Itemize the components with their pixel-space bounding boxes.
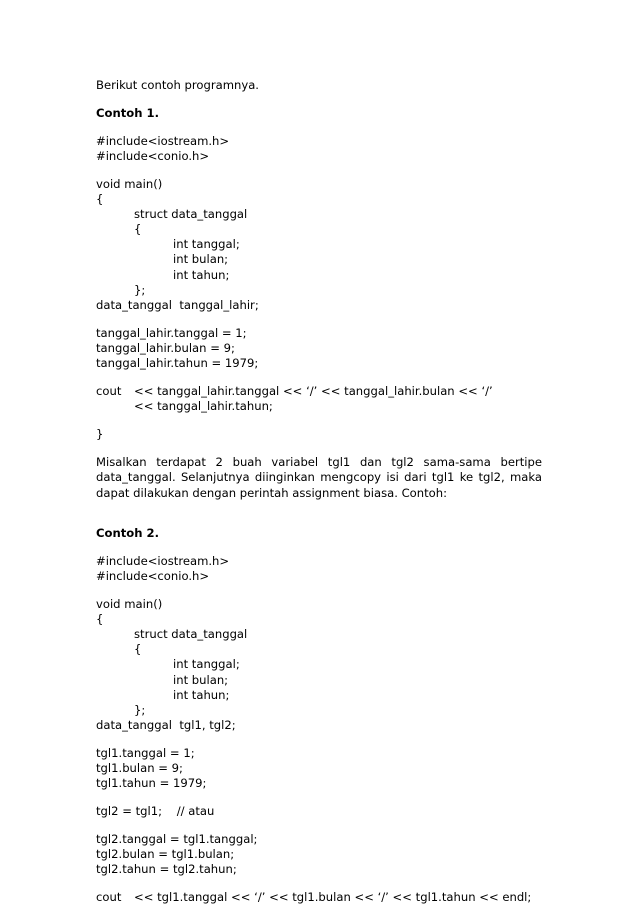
- code-line: tgl1.tanggal = 1;: [96, 745, 195, 760]
- explanation-paragraph: Misalkan terdapat 2 buah variabel tgl1 dan tgl2 sama-sama bertipe data_tanggal. Selanjutnya diinginkan mengcopy isi dari tgl1 ke tgl2, maka dapat dilakukan dengan perintah assignment biasa. Contoh:: [96, 454, 542, 500]
- intro-text: Berikut contoh programnya.: [96, 78, 259, 92]
- code-line: void main(): [96, 596, 163, 611]
- code-line: [96, 384, 546, 399]
- code-line: void main(): [96, 176, 163, 191]
- code-line: }: [96, 426, 104, 441]
- code-line: int tahun;: [173, 267, 230, 282]
- code-line: tgl2.bulan = tgl1.bulan;: [96, 847, 235, 862]
- code-line: int tanggal;: [173, 237, 240, 252]
- code-line: data_tanggal tgl1, tgl2;: [96, 718, 236, 733]
- code-line: data_tanggal tanggal_lahir;: [96, 298, 259, 313]
- code-line: {: [96, 611, 104, 626]
- cout-keyword: cout: [96, 890, 122, 905]
- code-line: int tanggal;: [173, 657, 240, 672]
- code-line: {: [134, 642, 142, 657]
- code-line: #include<conio.h>: [96, 148, 210, 163]
- code-line: tanggal_lahir.tahun = 1979;: [96, 356, 259, 371]
- cout-keyword: cout: [96, 383, 122, 398]
- code-line: {: [96, 191, 104, 206]
- example-2-heading: Contoh 2.: [96, 525, 159, 540]
- example-2-code: [96, 554, 546, 905]
- code-line: struct data_tanggal: [134, 206, 248, 221]
- example-1-heading: Contoh 1.: [96, 105, 159, 120]
- code-line: #include<iostream.h>: [96, 553, 230, 568]
- code-line: tgl2 = tgl1; // atau: [96, 804, 215, 819]
- code-line: struct data_tanggal: [134, 627, 248, 642]
- code-line: tgl2.tanggal = tgl1.tanggal;: [96, 831, 258, 846]
- document-page: [96, 78, 546, 905]
- code-line: tgl2.tahun = tgl2.tahun;: [96, 862, 237, 877]
- code-line: int tahun;: [173, 687, 230, 702]
- code-line: tanggal_lahir.tanggal = 1;: [96, 325, 247, 340]
- code-line: {: [134, 222, 142, 237]
- code-line: };: [134, 282, 146, 297]
- code-line: tgl1.bulan = 9;: [96, 761, 183, 776]
- code-line: int bulan;: [173, 672, 229, 687]
- code-line: << tanggal_lahir.tahun;: [134, 399, 273, 414]
- code-line: };: [134, 703, 146, 717]
- example-1-code: [96, 134, 546, 443]
- code-line: int bulan;: [173, 252, 229, 267]
- code-line: tgl1.tahun = 1979;: [96, 776, 207, 791]
- cout-expression: << tgl1.tanggal << ‘/’ << tgl1.bulan << ‘/’ << tgl1.tahun << endl;: [134, 890, 532, 905]
- code-line: #include<conio.h>: [96, 568, 210, 583]
- code-line: tanggal_lahir.bulan = 9;: [96, 341, 235, 355]
- cout-expression: << tanggal_lahir.tanggal << ‘/’ << tanggal_lahir.bulan << ‘/’: [134, 383, 493, 398]
- code-line: #include<iostream.h>: [96, 133, 230, 148]
